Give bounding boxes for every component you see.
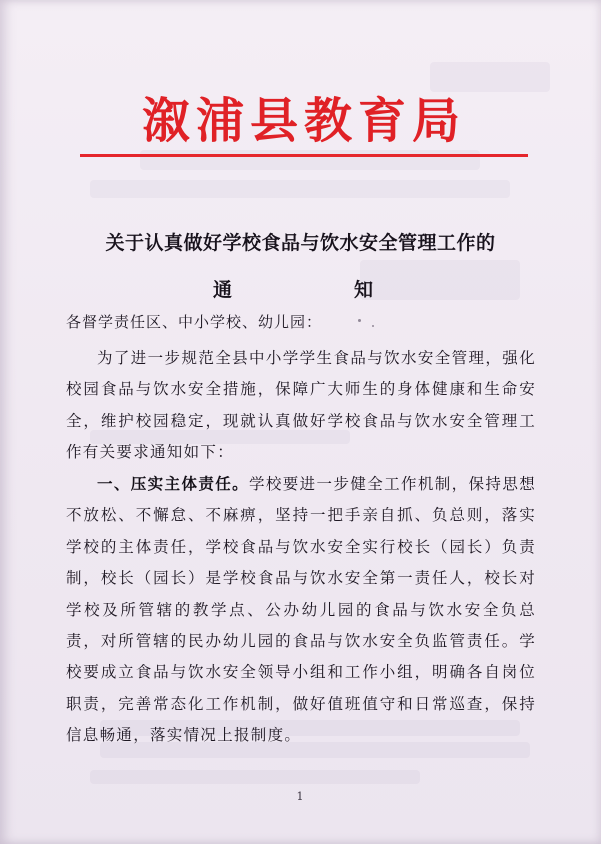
scan-speck bbox=[358, 319, 361, 322]
show-through-mark bbox=[140, 150, 480, 170]
salutation: 各督学责任区、中小学校、幼儿园： bbox=[66, 313, 323, 331]
document-title-line1: 关于认真做好学校食品与饮水安全管理工作的 bbox=[105, 232, 496, 254]
page-number: 1 bbox=[296, 790, 304, 803]
letterhead-red-rule bbox=[80, 154, 528, 157]
section1-text: 学校要进一步健全工作机制，保持思想不放松、不懈怠、不麻痹，坚持一把手亲自抓、负总则，落实学校的主体责任，学校食品与饮水安全实行校长（园长）负责制，校长（园长）是学校食品与饮水安全第一责任人，校长对学校及所管辖的教学点、公办幼儿园的食品与饮水安全负总责，对所管辖的民办幼儿园的食品与饮水安全负监管责任。学校要成立食品与饮水安全领导小组和工作小组，明确各自岗位职责，完善常态化工作机制，做好值班值守和日常巡查，保持信息畅通，落实情况上报制度。 bbox=[66, 475, 537, 745]
intro-paragraph: 为了进一步规范全县中小学学生食品与饮水安全管理，强化校园食品与饮水安全措施，保障广大师生的身体健康和生命安全，维护校园稳定，现就认真做好学校食品与饮水安全管理工作有关要求通知如下： bbox=[66, 349, 536, 462]
document-title-line2: 通 知 bbox=[213, 279, 373, 301]
section1-paragraph bbox=[66, 469, 536, 752]
show-through-mark bbox=[430, 62, 550, 92]
show-through-mark bbox=[90, 770, 420, 784]
show-through-mark bbox=[360, 260, 520, 300]
show-through-mark bbox=[90, 180, 510, 198]
scan-speck bbox=[372, 325, 374, 327]
section1-heading: 一、压实主体责任。 bbox=[97, 475, 249, 493]
letterhead-issuer: 溆浦县教育局 bbox=[141, 93, 466, 149]
